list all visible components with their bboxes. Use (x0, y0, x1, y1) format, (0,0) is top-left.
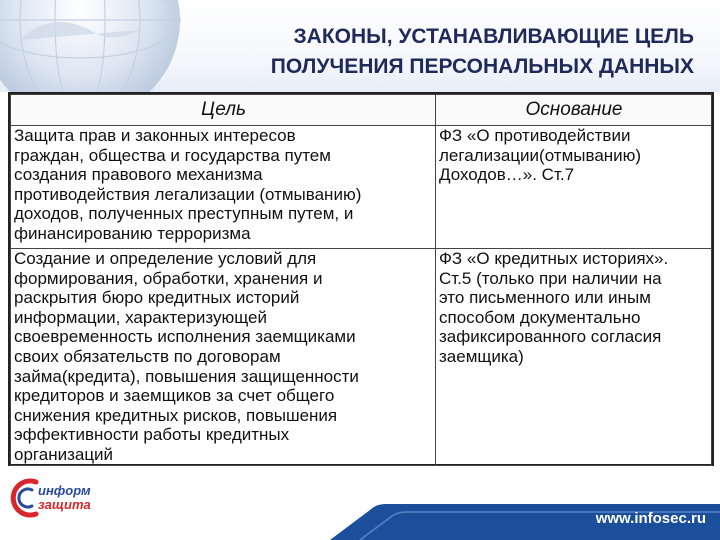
cell-goal: Создание и определение условий для формирования, обработки, хранения и раскрытия бюро кредитных историй информации, характеризующей своевременность исполнения заемщиками своих обязательств по договорам займа(кредита), повышения защищенности кредиторов и заемщиков за счет общего снижения кредитных рисков, повышения эффективности работы кредитных организаций (11, 249, 436, 466)
cell-basis: ФЗ «О противодействии легализации(отмыванию) Доходов…». Ст.7 (436, 126, 712, 249)
logo-text (38, 484, 91, 512)
column-header-goal: Цель (11, 95, 436, 126)
column-header-basis: Основание (436, 95, 712, 126)
cell-basis: ФЗ «О кредитных историях». Ст.5 (только при наличии на это письменного или иным способом документально зафиксированного согласия заемщика) (436, 249, 712, 466)
site-url-link[interactable]: www.infosec.ru (595, 510, 706, 527)
cell-goal: Защита прав и законных интересов граждан, общества и государства путем создания правового механизма противодействия легализации (отмыванию) доходов, полученных преступным путем, и финансированию терроризма (11, 126, 436, 249)
title-line-2: ПОЛУЧЕНИЯ ПЕРСОНАЛЬНЫХ ДАННЫХ (270, 55, 694, 78)
laws-table (8, 92, 714, 466)
table-header-row (11, 95, 712, 126)
table-row (11, 126, 712, 249)
logo-line-1: информ (38, 483, 91, 498)
slide-footer (0, 466, 720, 540)
title-line-1: ЗАКОНЫ, УСТАНАВЛИВАЮЩИЕ ЦЕЛЬ (293, 25, 694, 48)
table-row (11, 249, 712, 466)
page-title (134, 22, 694, 82)
logo-line-2: защита (38, 497, 91, 512)
slide-header (0, 0, 720, 92)
